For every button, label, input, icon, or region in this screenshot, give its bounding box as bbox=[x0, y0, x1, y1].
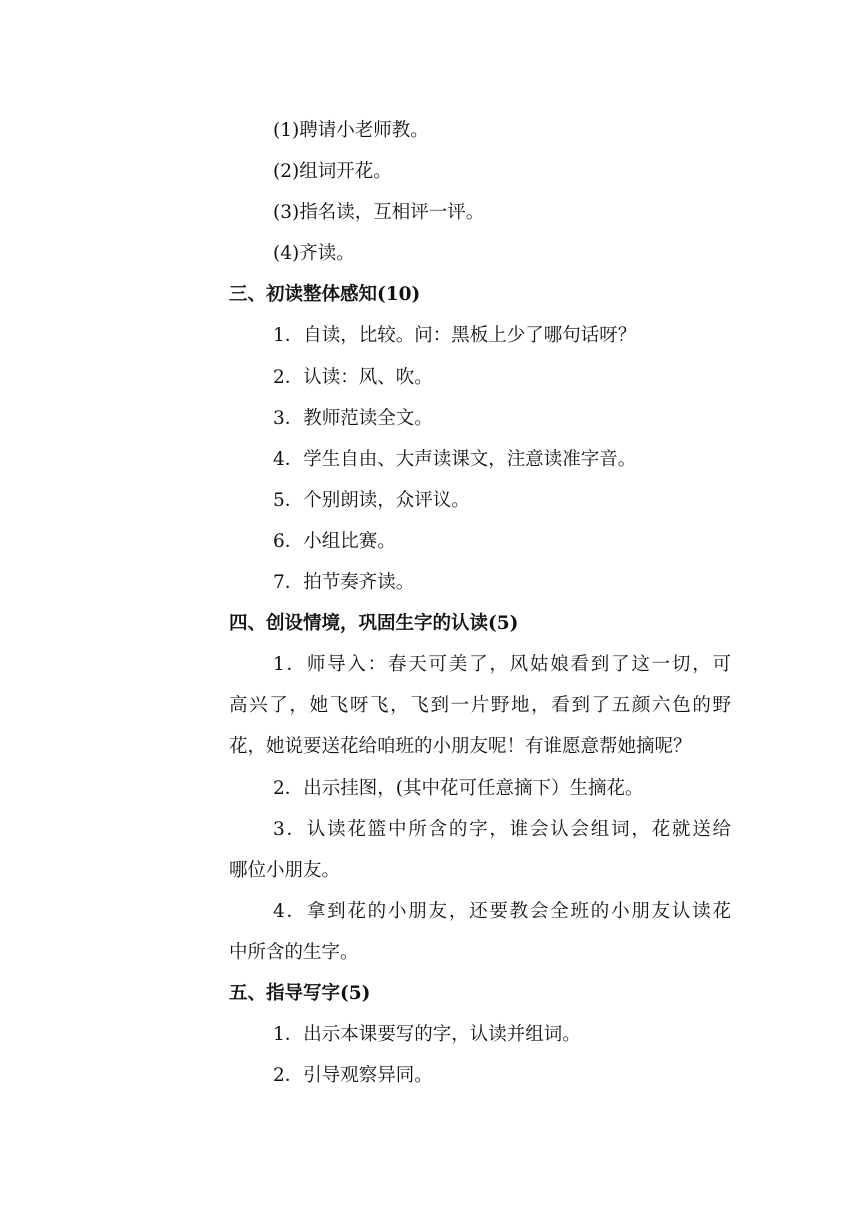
step-line: 4．学生自由、大声读课文，注意读准字音。 bbox=[273, 449, 637, 470]
paragraph-line: 1．师导入：春天可美了，风姑娘看到了这一切，可 bbox=[273, 654, 731, 675]
step-line: 1．自读，比较。问：黑板上少了哪句话呀？ bbox=[273, 325, 637, 346]
step-line: (2)组词开花。 bbox=[273, 161, 392, 182]
section-heading: 四、创设情境，巩固生字的认读(5) bbox=[229, 613, 519, 634]
section-heading: 五、指导写字(5) bbox=[229, 983, 371, 1004]
paragraph-line: 4．拿到花的小朋友，还要教会全班的小朋友认读花 bbox=[273, 901, 731, 922]
paragraph-line: 中所含的生字。 bbox=[229, 942, 359, 963]
step-line: 3．教师范读全文。 bbox=[273, 408, 433, 429]
paragraph-line: 3．认读花篮中所含的字，谁会认会组词，花就送给 bbox=[273, 819, 731, 840]
section-heading: 三、初读整体感知(10) bbox=[229, 284, 421, 305]
paragraph-line: 花，她说要送花给咱班的小朋友呢！有谁愿意帮她摘呢？ bbox=[229, 736, 692, 757]
step-line: (4)齐读。 bbox=[273, 243, 355, 264]
step-line: 2．出示挂图，(其中花可任意摘下）生摘花。 bbox=[273, 778, 644, 799]
step-line: (1)聘请小老师教。 bbox=[273, 120, 429, 141]
step-line: 1．出示本课要写的字，认读并组词。 bbox=[273, 1024, 581, 1045]
step-line: (3)指名读，互相评一评。 bbox=[273, 202, 485, 223]
step-line: 2．认读：风、吹。 bbox=[273, 367, 433, 388]
paragraph-line: 高兴了，她飞呀飞，飞到一片野地，看到了五颜六色的野 bbox=[229, 695, 731, 716]
step-line: 2．引导观察异同。 bbox=[273, 1065, 433, 1086]
paragraph-line: 哪位小朋友。 bbox=[229, 860, 341, 881]
step-line: 6．小组比赛。 bbox=[273, 531, 396, 552]
step-line: 5．个别朗读，众评议。 bbox=[273, 490, 470, 511]
step-line: 7．拍节奏齐读。 bbox=[273, 572, 415, 593]
